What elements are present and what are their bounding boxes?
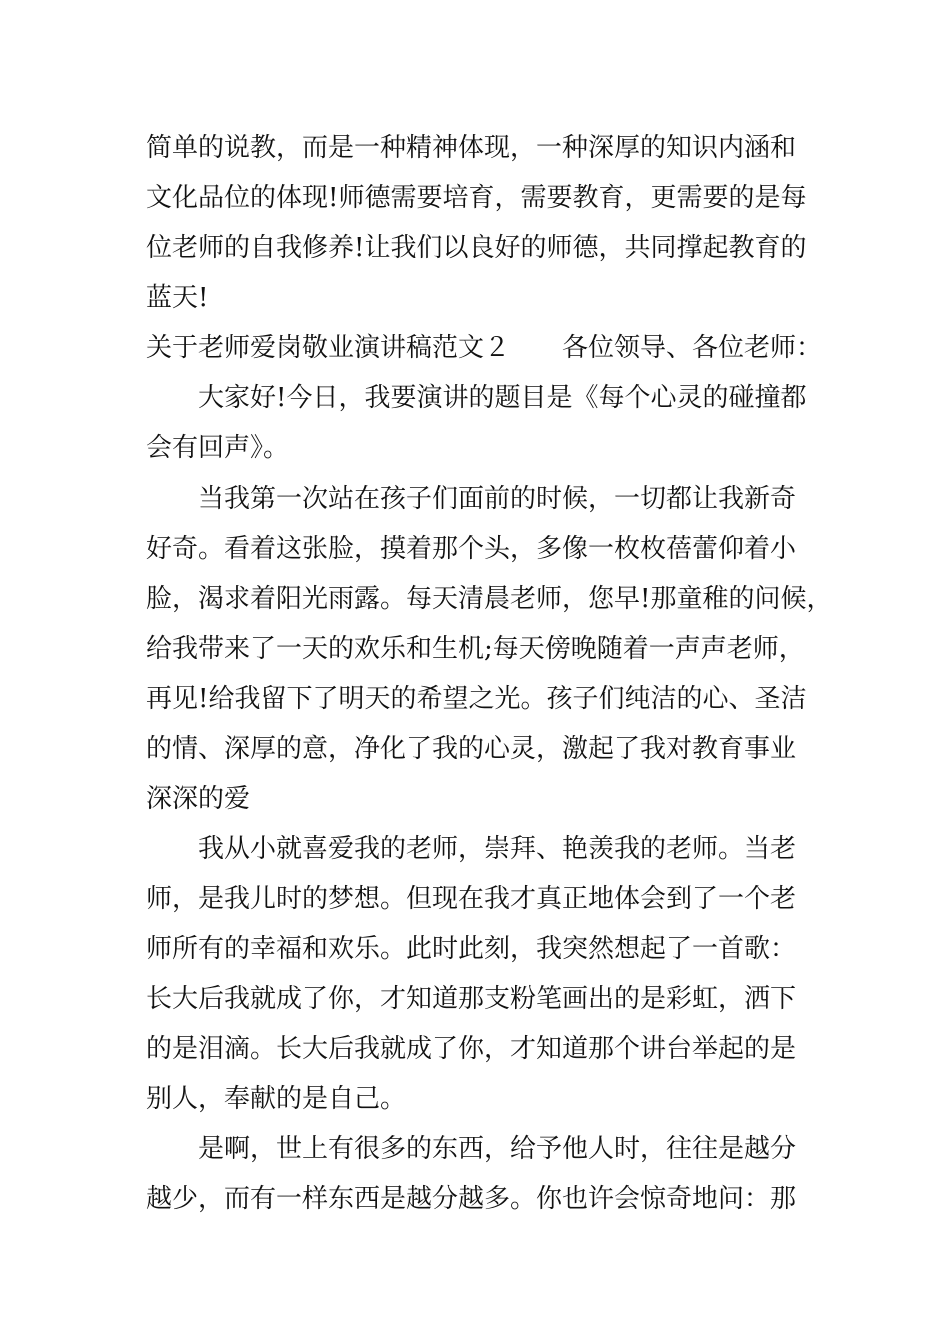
text-line: 长大后我就成了你，才知道那支粉笔画出的是彩虹，洒下	[146, 984, 797, 1014]
text-line: 再见!给我留下了明天的希望之光。孩子们纯洁的心、圣洁	[146, 684, 807, 714]
text-line: 给我带来了一天的欢乐和生机;每天傍晚随着一声声老师，	[146, 634, 805, 664]
text-line: 师，是我儿时的梦想。但现在我才真正地体会到了一个老	[146, 884, 797, 914]
text-line: 会有回声》。	[146, 433, 290, 463]
text-line: 脸，渴求着阳光雨露。每天清晨老师，您早!那童稚的问候，	[146, 584, 833, 614]
text-line: 别人，奉献的是自己。	[146, 1084, 407, 1114]
text-line: 蓝天!	[146, 283, 209, 313]
text-line: 越少，而有一样东西是越分越多。你也许会惊奇地问：那	[146, 1184, 797, 1214]
paragraph-start: 当我第一次站在孩子们面前的时候，一切都让我新奇	[198, 484, 797, 514]
text-line: 深深的爱	[146, 784, 251, 814]
paragraph-start: 大家好!今日，我要演讲的题目是《每个心灵的碰撞都	[198, 383, 807, 413]
text-line: 文化品位的体现!师德需要培育，需要教育，更需要的是每	[146, 183, 807, 213]
text-line: 简单的说教，而是一种精神体现，一种深厚的知识内涵和	[146, 133, 797, 163]
paragraph-start: 我从小就喜爱我的老师，崇拜、艳羡我的老师。当老	[198, 834, 797, 864]
paragraph-start: 是啊，世上有很多的东西，给予他人时，往往是越分	[198, 1134, 797, 1164]
text-line: 师所有的幸福和欢乐。此时此刻，我突然想起了一首歌：	[146, 934, 797, 964]
text-line: 好奇。看着这张脸，摸着那个头，多像一枚枚蓓蕾仰着小	[146, 534, 797, 564]
text-line: 的情、深厚的意，净化了我的心灵，激起了我对教育事业	[146, 734, 797, 764]
section-heading: 关于老师爱岗敬业演讲稿范文２ 各位领导、各位老师：	[146, 333, 823, 363]
text-line: 位老师的自我修养!让我们以良好的师德，共同撑起教育的	[146, 233, 807, 263]
text-line: 的是泪滴。长大后我就成了你，才知道那个讲台举起的是	[146, 1034, 797, 1064]
